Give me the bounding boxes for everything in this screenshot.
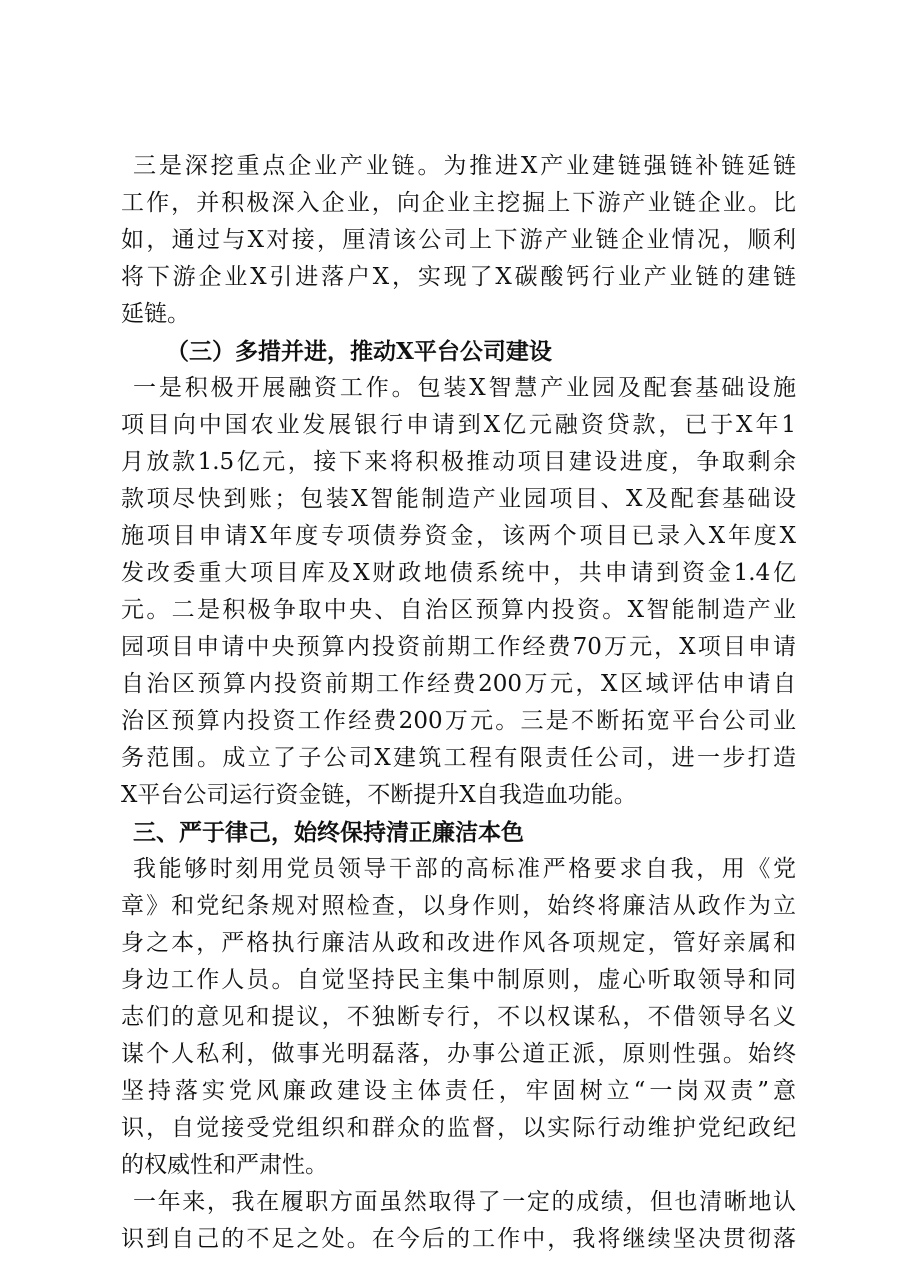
text-line: 务范围。成立了子公司X建筑工程有限责任公司，进一步打造 xyxy=(121,745,796,771)
text-line: 元。二是积极争取中央、自治区预算内投资。X智能制造产业 xyxy=(121,597,796,623)
text-line: 坚持落实党风廉政建设主体责任，牢固树立“一岗双责”意 xyxy=(121,1078,796,1104)
text-line: 将下游企业X引进落户X，实现了X碳酸钙行业产业链的建链 xyxy=(121,264,796,290)
text-line: 识到自己的不足之处。在今后的工作中，我将继续坚决贯彻落 xyxy=(121,1226,796,1252)
text-line: 的权威性和严肃性。 xyxy=(121,1152,328,1178)
text-line: 施项目申请X年度专项债券资金，该两个项目已录入X年度X xyxy=(121,523,796,549)
text-line: 我能够时刻用党员领导干部的高标准严格要求自我，用《党 xyxy=(133,856,796,882)
paragraph-financing xyxy=(121,370,796,814)
subheading-platform-company: （三）多措并进，推动X平台公司建设 xyxy=(166,338,552,365)
text-line: 治区预算内投资工作经费200万元。三是不断拓宽平台公司业 xyxy=(121,708,796,734)
text-line: 志们的意见和提议，不独断专行，不以权谋私，不借领导名义 xyxy=(121,1004,796,1030)
text-line: 如，通过与X对接，厘清该公司上下游产业链企业情况，顺利 xyxy=(121,227,796,253)
text-line: 一年来，我在履职方面虽然取得了一定的成绩，但也清晰地认 xyxy=(133,1189,796,1215)
text-line: 月放款1.5亿元，接下来将积极推动项目建设进度，争取剩余 xyxy=(121,449,796,475)
text-line: 延链。 xyxy=(121,301,190,327)
text-line: 谋个人私利，做事光明磊落，办事公道正派，原则性强。始终 xyxy=(121,1041,796,1067)
paragraph-conclusion xyxy=(121,1184,796,1258)
text-line: 园项目申请中央预算内投资前期工作经费70万元，X项目申请 xyxy=(121,634,796,660)
text-line: 识，自觉接受党组织和群众的监督，以实际行动维护党纪政纪 xyxy=(121,1115,796,1141)
text-line: 章》和党纪条规对照检查，以身作则，始终将廉洁从政作为立 xyxy=(121,893,796,919)
text-line: 身边工作人员。自觉坚持民主集中制原则，虚心听取领导和同 xyxy=(121,967,796,993)
text-line: 款项尽快到账；包装X智能制造产业园项目、X及配套基础设 xyxy=(121,486,796,512)
text-line: 三是深挖重点企业产业链。为推进X产业建链强链补链延链 xyxy=(133,153,796,179)
document-body xyxy=(121,148,796,1258)
text-line: 自治区预算内投资前期工作经费200万元，X区域评估申请自 xyxy=(121,671,796,697)
text-line: X平台公司运行资金链，不断提升X自我造血功能。 xyxy=(121,782,637,808)
paragraph-integrity xyxy=(121,851,796,1184)
paragraph-industry-chain xyxy=(121,148,796,333)
text-line: 身之本，严格执行廉洁从政和改进作风各项规定，管好亲属和 xyxy=(121,930,796,956)
text-line: 发改委重大项目库及X财政地债系统中，共申请到资金1.4亿 xyxy=(121,560,796,586)
section-heading-integrity: 三、严于律己，始终保持清正廉洁本色 xyxy=(133,819,524,846)
text-line: 工作，并积极深入企业，向企业主挖掘上下游产业链企业。比 xyxy=(121,190,796,216)
text-line: 项目向中国农业发展银行申请到X亿元融资贷款，已于X年1 xyxy=(121,412,796,438)
text-line: 一是积极开展融资工作。包装X智慧产业园及配套基础设施 xyxy=(133,375,796,401)
